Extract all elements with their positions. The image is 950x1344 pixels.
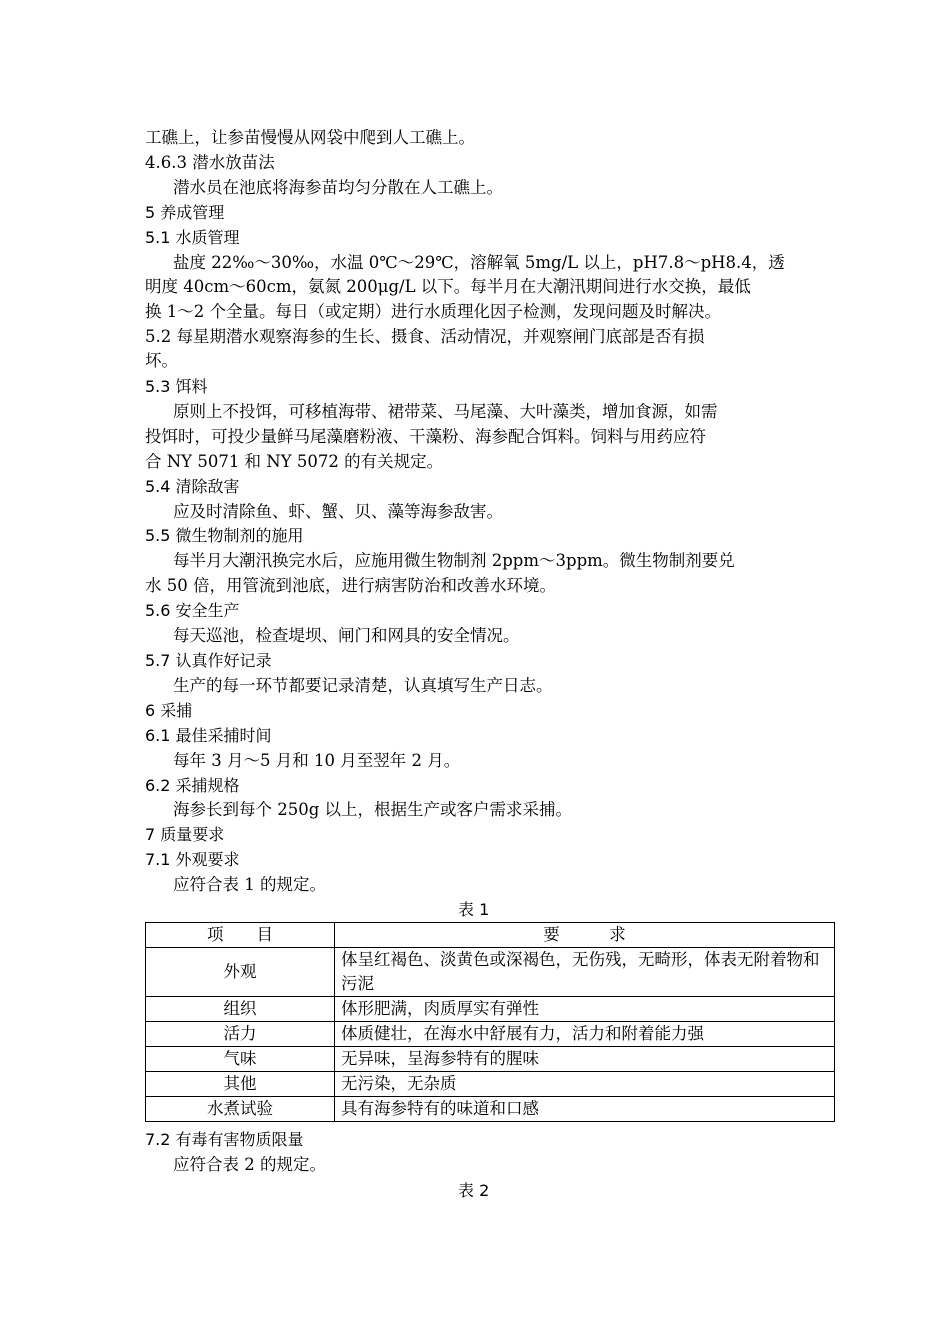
text-line: 合 NY 5071 和 NY 5072 的有关规定。 [145, 452, 444, 471]
text-line: 坏。 [145, 351, 178, 370]
text-line: 应及时清除鱼、虾、蟹、贝、藻等海参敌害。 [173, 502, 503, 521]
header-requirement: 要 求 [335, 923, 835, 948]
section-heading-6: 6 采捕 [145, 701, 193, 720]
row-item: 气味 [146, 1047, 335, 1072]
text-line: 海参长到每个 250g 以上，根据生产或客户需求采捕。 [173, 800, 573, 819]
row-requirement: 无污染，无杂质 [335, 1072, 835, 1097]
text-line: 每半月大潮汛换完水后，应施用微生物制剂 2ppm～3ppm。微生物制剂要兑 [173, 551, 735, 570]
text-line: 投饵时，可投少量鲜马尾藻磨粉液、干藻粉、海参配合饵料。饲料与用药应符 [145, 427, 706, 446]
section-5-2-text: 5.2 每星期潜水观察海参的生长、摄食、活动情况，并观察闸门底部是否有损 [145, 327, 705, 346]
section-heading-7: 7 质量要求 [145, 825, 225, 844]
row-requirement: 体质健壮，在海水中舒展有力，活力和附着能力强 [335, 1022, 835, 1047]
table-row [146, 1072, 835, 1097]
table-row [146, 997, 835, 1022]
row-item: 活力 [146, 1022, 335, 1047]
table-row [146, 948, 835, 997]
table-row [146, 1047, 835, 1072]
row-requirement: 无异味，呈海参特有的腥味 [335, 1047, 835, 1072]
text-line: 明度 40cm～60cm，氨氮 200μg/L 以下。每半月在大潮汛期间进行水交换，最低 [145, 277, 751, 296]
row-requirement: 具有海参特有的味道和口感 [335, 1097, 835, 1122]
section-heading-4-6-3: 4.6.3 潜水放苗法 [145, 153, 275, 172]
table-row [146, 1097, 835, 1122]
text-line: 换 1～2 个全量。每日（或定期）进行水质理化因子检测，发现问题及时解决。 [145, 302, 721, 321]
row-item: 外观 [146, 948, 335, 997]
text-line: 生产的每一环节都要记录清楚，认真填写生产日志。 [173, 676, 553, 695]
section-heading-7-2: 7.2 有毒有害物质限量 [145, 1130, 304, 1149]
row-item: 其他 [146, 1072, 335, 1097]
text-line: 应符合表 1 的规定。 [173, 875, 326, 894]
row-item: 组织 [146, 997, 335, 1022]
text-line: 工礁上，让参苗慢慢从网袋中爬到人工礁上。 [145, 128, 475, 147]
text-line: 应符合表 2 的规定。 [173, 1155, 326, 1174]
table2-caption: 表 2 [458, 1181, 490, 1200]
section-heading-6-2: 6.2 采捕规格 [145, 776, 240, 795]
text-line: 每年 3 月～5 月和 10 月至翌年 2 月。 [173, 751, 461, 770]
section-heading-5-5: 5.5 微生物制剂的施用 [145, 526, 304, 545]
text-line: 潜水员在池底将海参苗均匀分散在人工礁上。 [173, 178, 503, 197]
row-item: 水煮试验 [146, 1097, 335, 1122]
table1-caption: 表 1 [458, 900, 490, 919]
row-requirement: 体呈红褐色、淡黄色或深褐色，无伤残，无畸形，体表无附着物和污泥 [335, 948, 835, 997]
text-line: 原则上不投饵，可移植海带、裙带菜、马尾藻、大叶藻类，增加食源，如需 [173, 402, 718, 421]
section-heading-5-6: 5.6 安全生产 [145, 601, 240, 620]
text-line: 每天巡池，检查堤坝、闸门和网具的安全情况。 [173, 626, 520, 645]
section-heading-5-4: 5.4 清除敌害 [145, 477, 240, 496]
text-line: 水 50 倍，用管流到池底，进行病害防治和改善水环境。 [145, 576, 556, 595]
section-heading-5-1: 5.1 水质管理 [145, 228, 240, 247]
table1 [145, 922, 835, 1122]
table-row [146, 1022, 835, 1047]
row-requirement: 体形肥满，肉质厚实有弹性 [335, 997, 835, 1022]
header-item: 项 目 [146, 923, 335, 948]
section-heading-5-7: 5.7 认真作好记录 [145, 651, 272, 670]
section-heading-5: 5 养成管理 [145, 203, 225, 222]
table-header-row [146, 923, 835, 948]
section-heading-7-1: 7.1 外观要求 [145, 850, 240, 869]
text-line: 盐度 22‰～30‰，水温 0℃～29℃，溶解氧 5mg/L 以上，pH7.8～pH8.4，透 [173, 253, 785, 272]
section-heading-6-1: 6.1 最佳采捕时间 [145, 726, 272, 745]
section-heading-5-3: 5.3 饵料 [145, 377, 208, 396]
